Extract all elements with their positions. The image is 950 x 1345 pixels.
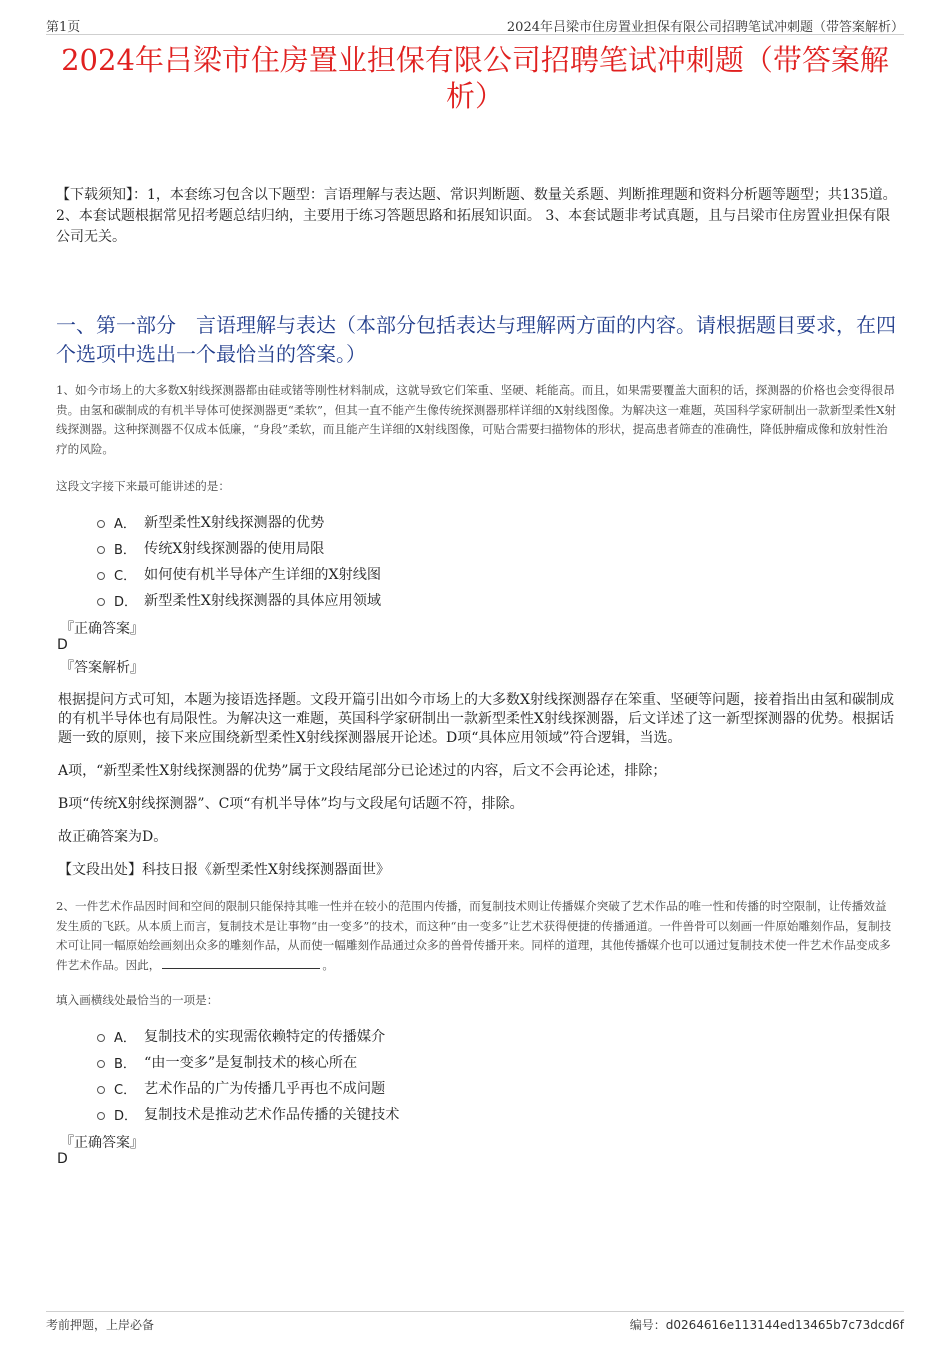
download-notice: 【下载须知】：1，本套练习包含以下题型：言语理解与表达题、常识判断题、数量关系题、判断推理题和资料分析题等题型；共135道。 2、本套试题根据常见招考题总结归纳，主要用于练习答题思路和拓展知识面。 3、本套试题非考试真题，且与吕梁市住房置业担保有限公司无关。 [56,187,897,245]
option-text: 新型柔性X射线探测器的具体应用领域 [144,593,382,609]
document-title: 2024年吕梁市住房置业担保有限公司招聘笔试冲刺题（带答案解析） [61,43,889,113]
option-letter: C． [114,1082,137,1098]
footer-code-label: 编号： [629,1318,666,1332]
question-2-text-after: 。 [322,957,334,972]
q1-option-c[interactable] [97,561,381,587]
q2-option-c[interactable] [97,1075,399,1101]
question-2-options [97,1023,399,1127]
footer-code-value: d0264616e113144ed13465b7c73dcd6f [665,1318,904,1332]
option-text: 新型柔性X射线探测器的优势 [144,515,325,531]
q1-answer-label: 『正确答案』 [60,621,144,637]
q1-option-a[interactable] [97,509,381,535]
q2-option-b[interactable] [97,1049,399,1075]
option-text: 复制技术的实现需依赖特定的传播媒介 [144,1029,386,1045]
radio-button-icon[interactable] [97,546,105,554]
section-title: 一、第一部分 言语理解与表达（本部分包括表达与理解两方面的内容。请根据题目要求，在四个选项中选出一个最恰当的答案。） [56,313,896,366]
option-text: 传统X射线探测器的使用局限 [144,541,325,557]
q1-option-d[interactable] [97,587,381,613]
q2-answer-label: 『正确答案』 [60,1135,144,1151]
page-footer [46,1311,904,1332]
q1-analysis-paragraph: A项，“新型柔性X射线探测器的优势”属于文段结尾部分已论述过的内容，后文不会再论述，排除； [58,763,667,779]
radio-button-icon[interactable] [97,1086,105,1094]
radio-button-icon[interactable] [97,1060,105,1068]
q2-option-a[interactable] [97,1023,399,1049]
question-2-text [56,897,898,975]
q2-answer: D [57,1151,68,1167]
option-letter: C． [114,568,137,584]
header-doc-title: 2024年吕梁市住房置业担保有限公司招聘笔试冲刺题（带答案解析） [506,20,904,35]
q1-analysis-label: 『答案解析』 [60,660,144,676]
radio-button-icon[interactable] [97,1112,105,1120]
fill-in-blank-line [162,956,320,969]
q1-analysis-paragraph: 故正确答案为D。 [58,829,168,845]
question-1-text: 1、如今市场上的大多数X射线探测器都由硅或锗等刚性材料制成，这就导致它们笨重、坚硬、耗能高。而且，如果需要覆盖大面积的话，探测器的价格也会变得很昂贵。由氢和碳制成的有机半导体可使探测器更“柔软”，但其一直不能产生像传统探测器那样详细的X射线图像。为解决这一难题，英国科学家研制出一款新型柔性X射线探测器。这种探测器不仅成本低廉，“身段”柔软，而且能产生详细的X射线图像，可贴合需要扫描物体的形状，提高患者筛查的准确性，降低肿瘤成像和放射性治疗的风险。 [56,383,896,456]
question-2-prompt: 填入画横线处最恰当的一项是： [56,993,219,1007]
q1-analysis-paragraph: B项“传统X射线探测器”、C项“有机半导体”均与文段尾句话题不符，排除。 [58,796,524,812]
footer-code [630,1316,904,1333]
q1-answer: D [57,637,68,653]
option-letter: D． [114,594,138,610]
option-letter: B． [114,542,136,558]
radio-button-icon[interactable] [97,598,105,606]
q1-option-b[interactable] [97,535,381,561]
option-text: 艺术作品的广为传播几乎再也不成问题 [144,1081,386,1097]
option-letter: A． [114,1030,136,1046]
option-letter: A． [114,516,136,532]
question-1-options [97,509,381,613]
radio-button-icon[interactable] [97,520,105,528]
option-text: “由一变多”是复制技术的核心所在 [144,1055,358,1071]
q1-source: 【文段出处】科技日报《新型柔性X射线探测器面世》 [58,862,390,878]
option-letter: B． [114,1056,136,1072]
option-text: 复制技术是推动艺术作品传播的关键技术 [144,1107,400,1123]
radio-button-icon[interactable] [97,572,105,580]
page-number: 第1页 [46,20,81,35]
page-header [46,14,904,35]
question-2-text-before: 2、一件艺术作品因时间和空间的限制只能保持其唯一性并在较小的范围内传播，而复制技术则让传播媒介突破了艺术作品的唯一性和传播的时空限制，让传播效益发生质的飞跃。从本质上而言，复制技术是让事物“由一变多”的技术，而这种“由一变多”让艺术获得便捷的传播通道。一件兽骨可以刻画一件原始雕刻作品，复制技术可让同一幅原始绘画刻出众多的雕刻作品，从而使一幅雕刻作品通过众多的兽骨传播开来。同样的道理，其他传播媒介也可以通过复制技术使一件艺术作品变成多件艺术作品。因此， [56,899,892,972]
option-text: 如何使有机半导体产生详细的X射线图 [144,567,382,583]
q1-analysis-paragraph: 根据提问方式可知，本题为接语选择题。文段开篇引出如今市场上的大多数X射线探测器存在笨重、坚硬等问题，接着指出由氢和碳制成的有机半导体也有局限性。为解决这一难题，英国科学家研制出一款新型柔性X射线探测器，后文详述了这一新型探测器的优势。根据话题一致的原则，接下来应围绕新型柔性X射线探测器展开论述。D项“具体应用领域”符合逻辑，当选。 [58,692,894,746]
radio-button-icon[interactable] [97,1034,105,1042]
option-letter: D． [114,1108,138,1124]
footer-slogan: 考前押题，上岸必备 [46,1318,155,1332]
question-1-prompt: 这段文字接下来最可能讲述的是： [56,479,230,493]
q2-option-d[interactable] [97,1101,399,1127]
